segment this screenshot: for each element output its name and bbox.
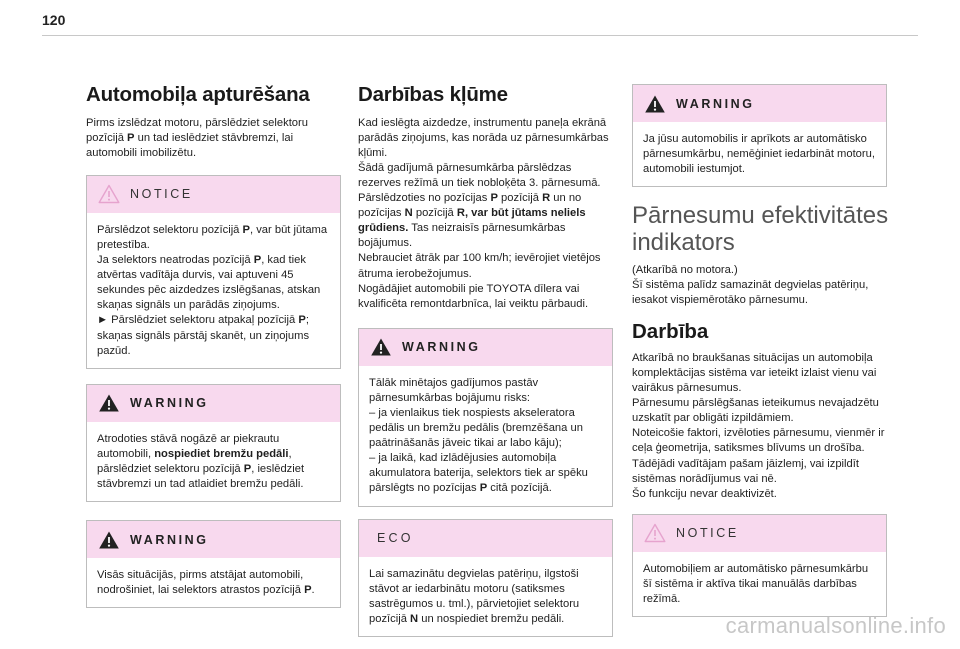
warning-text: Ja jūsu automobilis ir aprīkots ar automātisko pārnesumkārbu, nemēģiniet iedarbināt motoru, automobili iestumjot. [643, 133, 875, 176]
warning-label: WARNING [676, 96, 755, 111]
warning-outline-triangle-icon [644, 523, 666, 543]
warning-text: Visās situācijās, pirms atstājat automobili, nodrošiniet, lai selektors atrastos pozīcijā P. [97, 569, 315, 597]
warning-label: WARNING [402, 340, 481, 355]
warning-label: WARNING [130, 532, 209, 547]
warning-header [87, 521, 340, 558]
notice-header [87, 176, 340, 213]
watermark: carmanualsonline.info [725, 613, 946, 638]
warning-box-slope [86, 384, 341, 502]
stopping-intro: Pirms izslēdzat motoru, pārslēdziet selektoru pozīcijā P un tad ieslēdziet stāvbremzi, lai automobili imobilizētu. [86, 116, 308, 159]
warning-filled-triangle-icon [644, 94, 666, 114]
warning-box-push-start [632, 84, 887, 187]
eco-header [359, 520, 612, 557]
warning-box-damage-risk [358, 328, 613, 507]
section-title-operation: Darbība [632, 320, 709, 344]
warning-label: WARNING [130, 396, 209, 411]
warning-outline-triangle-icon [98, 184, 120, 204]
page-number: 120 [42, 12, 66, 28]
section-title-gear-indicator: Pārnesumu efektivitātes indikators [632, 202, 889, 257]
top-divider [42, 35, 918, 36]
warning-header [359, 329, 612, 366]
notice-box-manual-mode [632, 514, 887, 617]
notice-text: Pārslēdzot selektoru pozīcijā P, var būt jūtama pretestība. Ja selektors neatrodas pozīcijā P, kad tiek atvērtas vadītāja durvis, vai aptuveni 45 sekundes pēc aizdedzes izslēgšanas, atskan skaņas signāls un parādās ziņojums. ► Pārslēdziet selektoru atpakaļ pozīcijā P; skaņas signāls pārstāj skanēt, un ziņojums pazūd. [97, 223, 328, 357]
warning-text: Tālāk minētajos gadījumos pastāv pārnesumkārbas bojājumu risks: – ja vienlaikus tiek nospiests akseleratora pedālis un bremžu pedālis (bremzēšana un paātrināšanās jāveic tikai ar labo kāju); – ja laikā, kad izlādējusies automobiļa akumulatora baterija, selektors tiek ar spēku pārslēgts no pozīcijas P citā pozīcijā. [369, 376, 588, 495]
eco-label: ECO [377, 531, 414, 546]
warning-box-leaving [86, 520, 341, 608]
operation-body: Atkarībā no braukšanas situācijas un automobiļa komplektācijas sistēma var ieteikt izlaist vienu vai vairākus pārnesumus. Pārnesumu pārslēgšanas ieteikumus nevajadzētu uzskatīt par obligāti izpildāmiem. Noteicošie faktori, izvēloties pārnesumu, vienmēr ir ceļa ģeometrija, satiksmes blīvums un drošība. Tādējādi vadītājam pašam jāizlemj, vai izpildīt sistēmas norādījumus vai nē. Šo funkciju nevar deaktivizēt. [632, 351, 885, 500]
section-title-stopping: Automobiļa apturēšana [86, 83, 310, 106]
column-middle [358, 83, 615, 637]
warning-header [633, 85, 886, 122]
notice-label: NOTICE [130, 187, 193, 202]
eco-box [358, 519, 613, 637]
notice-text: Automobiļiem ar automātisko pārnesumkārbu šī sistēma ir aktīva tikai manuālās darbības režīmā. [643, 562, 869, 606]
notice-box-selector [86, 175, 341, 369]
column-left [86, 83, 343, 608]
notice-header [633, 515, 886, 552]
warning-text: Atrodoties stāvā nogāzē ar piekrautu automobili, nospiediet bremžu pedāli, pārslēdziet selektoru pozīcijā P, ieslēdziet stāvbremzi un tad atlaidiet bremžu pedāli. [97, 432, 305, 490]
notice-label: NOTICE [676, 526, 739, 541]
column-right [632, 84, 889, 617]
eco-text: Lai samazinātu degvielas patēriņu, ilgstoši stāvot ar iedarbinātu motoru (satiksmes sastrēgumos u. tml.), pārvietojiet selektoru pozīcijā N un nospiediet bremžu pedāli. [369, 567, 580, 625]
warning-filled-triangle-icon [98, 393, 120, 413]
warning-filled-triangle-icon [370, 337, 392, 357]
warning-filled-triangle-icon [98, 530, 120, 550]
gear-indicator-intro: (Atkarībā no motora.) Šī sistēma palīdz samazināt degvielas patēriņu, iesakot vispiemērotāko pārnesumu. [632, 264, 869, 307]
malfunction-body: Kad ieslēgta aizdedze, instrumentu paneļa ekrānā parādās ziņojums, kas norāda uz pārnesumkārbas kļūmi. Šādā gadījumā pārnesumkārba pārslēdzas rezerves režīmā un tiek nobloķēta 3. pārnesumā. Pārslēdzoties no pozīcijas P pozīcijā R un no pozīcijas N pozīcijā R, var būt jūtams neliels grūdiens. Tas neizraisīs pārnesumkārbas bojājumus. Nebrauciet ātrāk par 100 km/h; ievērojiet vietējos ātruma ierobežojumus. Nogādājiet automobili pie TOYOTA dīlera vai kvalificēta remontdarbnīca, lai veiktu pārbaudi. [358, 116, 609, 310]
section-title-malfunction: Darbības kļūme [358, 83, 508, 106]
warning-header [87, 385, 340, 422]
